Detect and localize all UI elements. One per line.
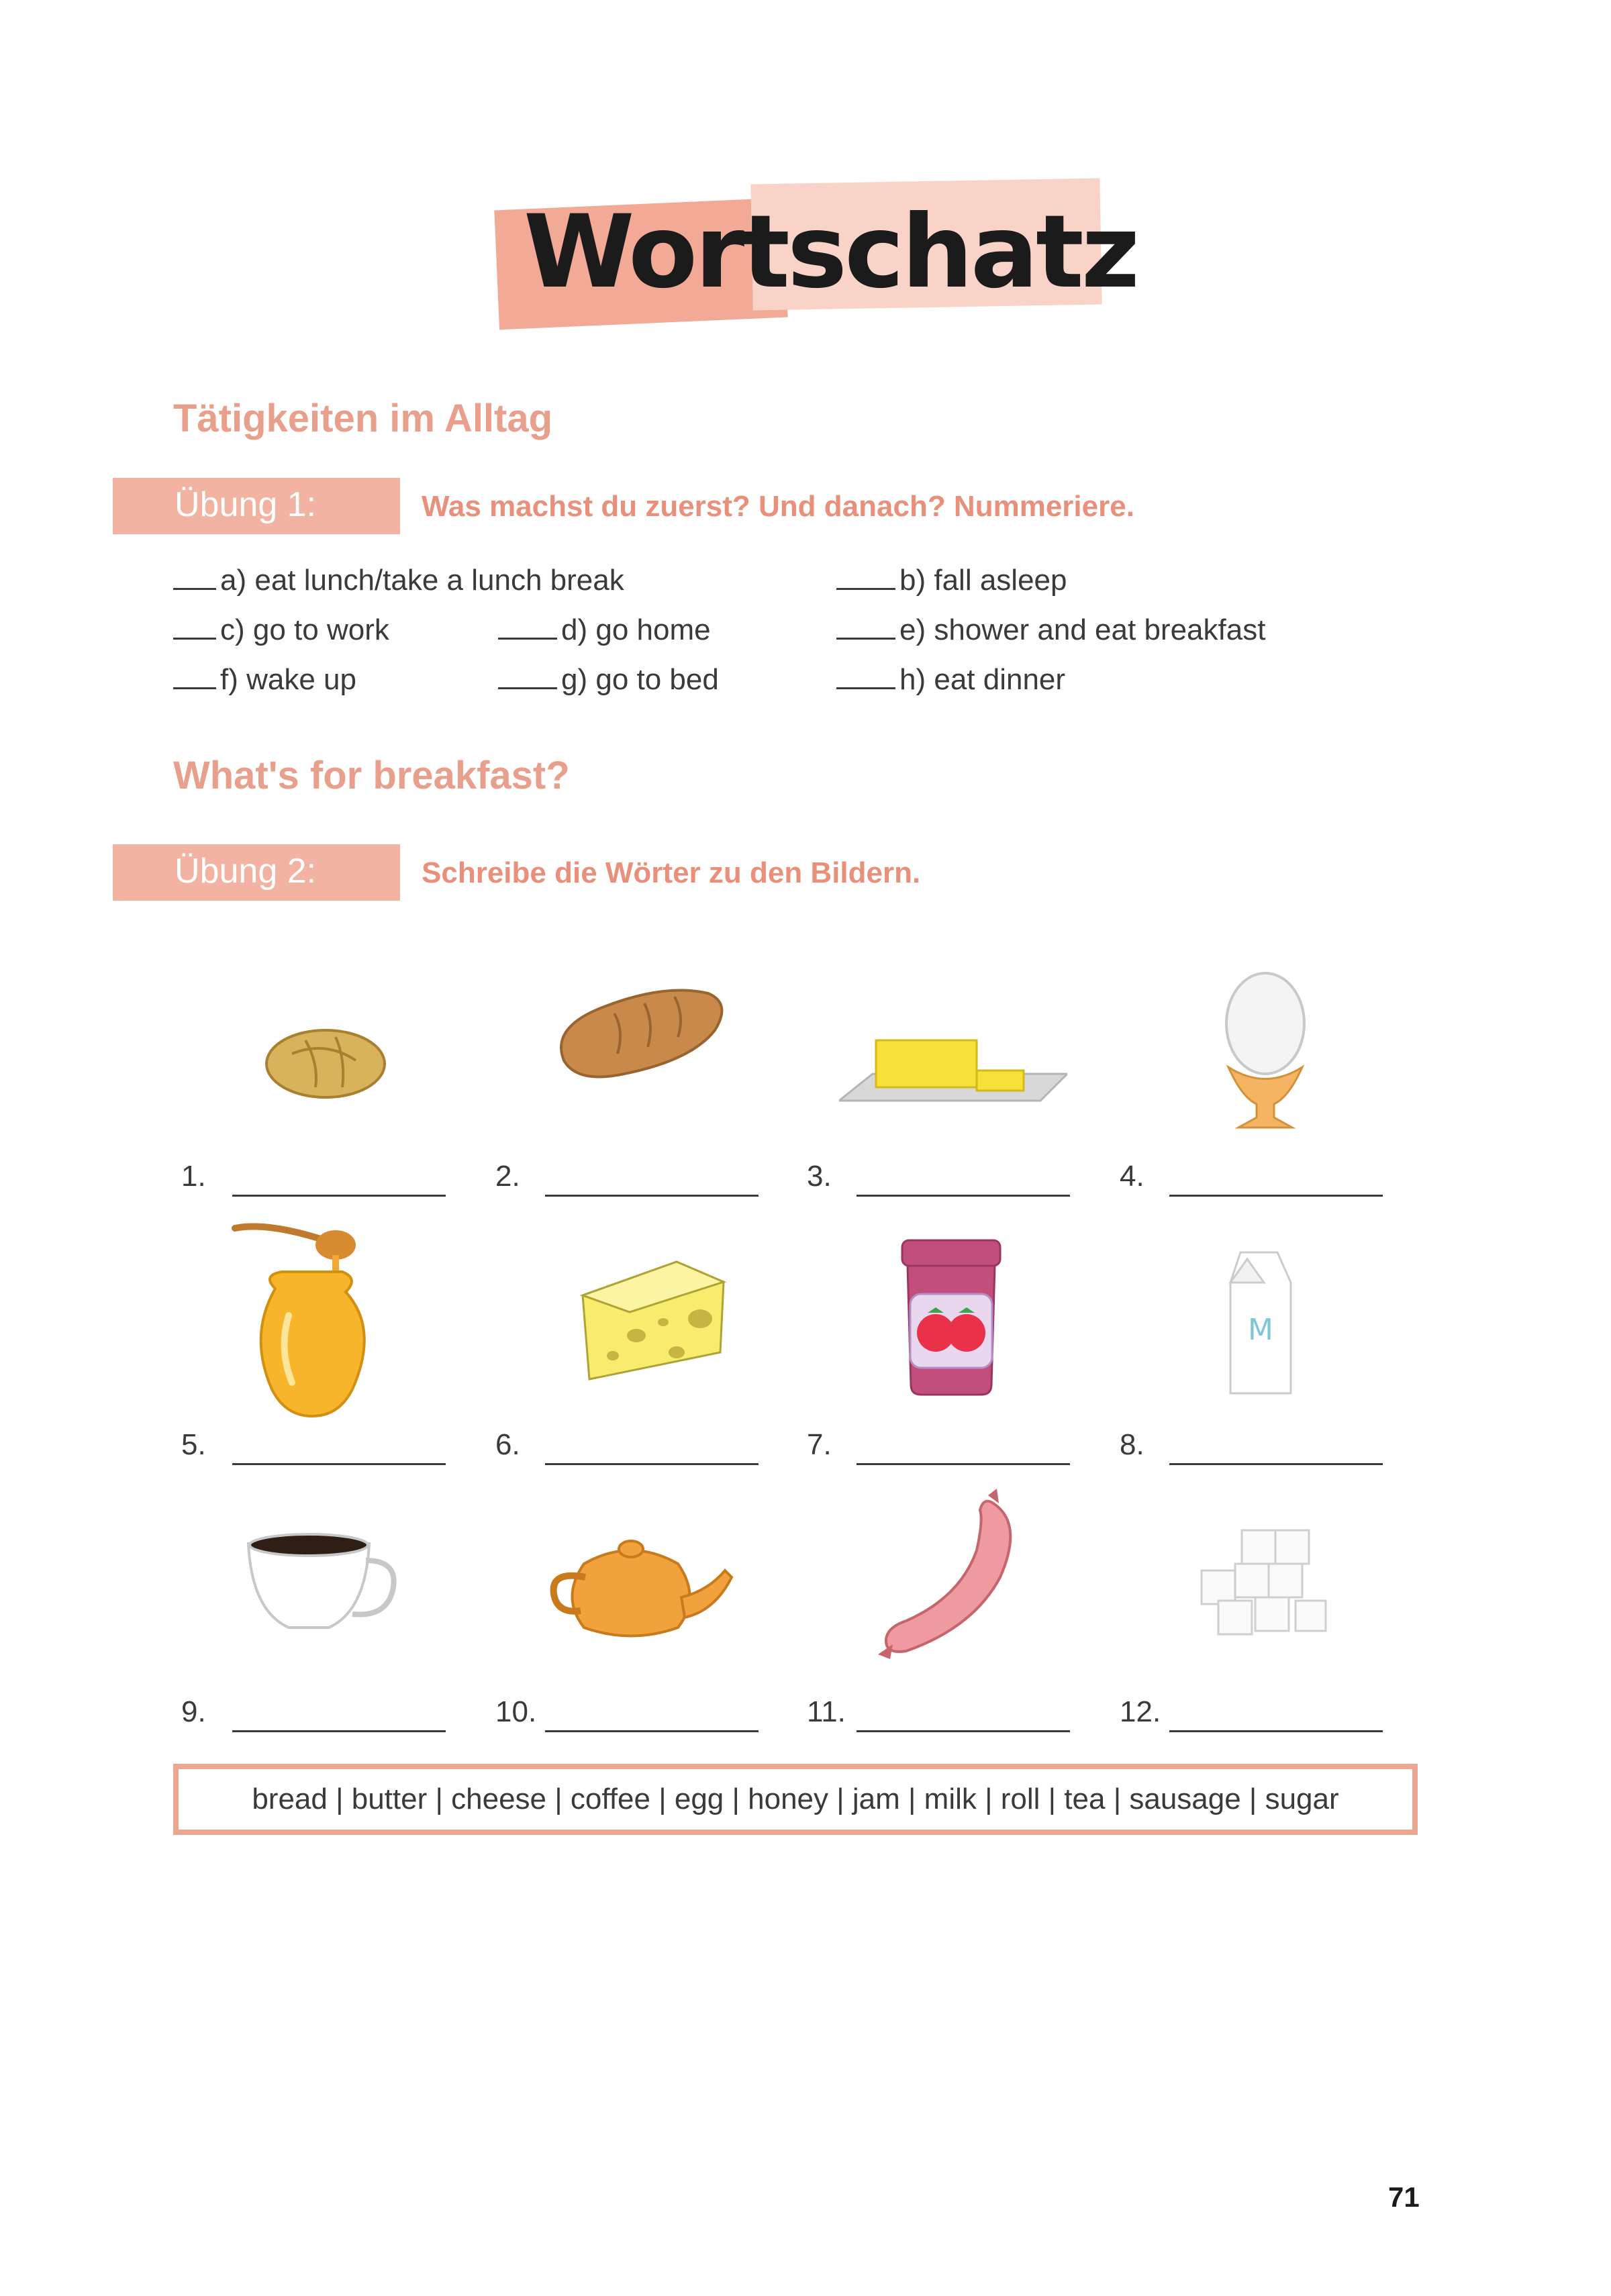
egg-picture bbox=[1215, 966, 1316, 1134]
exercise-1-instruction: Was machst du zuerst? Und danach? Nummeriere. bbox=[422, 490, 1134, 523]
answer-line[interactable] bbox=[545, 1195, 759, 1197]
answer-line[interactable] bbox=[857, 1463, 1070, 1465]
honey-picture bbox=[228, 1215, 383, 1423]
bread-picture bbox=[550, 973, 732, 1087]
page-number: 71 bbox=[1388, 2181, 1420, 2213]
section-heading-breakfast: What's for breakfast? bbox=[173, 754, 570, 797]
answer-line[interactable] bbox=[1169, 1463, 1383, 1465]
title-part-1: Wort bbox=[524, 194, 787, 311]
word-bank-box bbox=[173, 1764, 1418, 1835]
title-part-2: schatz bbox=[787, 194, 1138, 311]
title-text bbox=[524, 192, 1137, 313]
item-number: 8. bbox=[1120, 1428, 1144, 1461]
exercise-2-tab bbox=[113, 844, 400, 901]
item-number: 11. bbox=[807, 1695, 846, 1728]
item-number: 5. bbox=[181, 1428, 206, 1461]
activity-item-a[interactable]: a) eat lunch/take a lunch break bbox=[173, 562, 624, 597]
exercise-2-instruction: Schreibe die Wörter zu den Bildern. bbox=[422, 856, 921, 889]
answer-blank[interactable] bbox=[173, 612, 216, 640]
answer-line[interactable] bbox=[1169, 1195, 1383, 1197]
word-bank-text: bread | butter | cheese | coffee | egg | honey | jam | milk | roll | tea | sausage | sugar bbox=[252, 1783, 1339, 1815]
item-number: 4. bbox=[1120, 1160, 1144, 1193]
activity-item-b[interactable]: b) fall asleep bbox=[836, 562, 1067, 597]
answer-blank[interactable] bbox=[173, 662, 216, 689]
exercise-2-label: Übung 2: bbox=[175, 852, 317, 891]
answer-line[interactable] bbox=[232, 1730, 446, 1732]
answer-blank[interactable] bbox=[498, 612, 557, 640]
answer-line[interactable] bbox=[545, 1463, 759, 1465]
answer-line[interactable] bbox=[857, 1730, 1070, 1732]
coffee-picture bbox=[242, 1524, 403, 1638]
item-number: 2. bbox=[495, 1160, 520, 1193]
cheese-picture bbox=[576, 1255, 730, 1383]
activity-item-d[interactable]: d) go home bbox=[498, 612, 711, 647]
answer-blank[interactable] bbox=[498, 662, 557, 689]
answer-blank[interactable] bbox=[836, 612, 895, 640]
answer-line[interactable] bbox=[1169, 1730, 1383, 1732]
item-number: 7. bbox=[807, 1428, 832, 1461]
answer-blank[interactable] bbox=[173, 562, 216, 590]
sausage-picture bbox=[866, 1483, 1027, 1664]
item-number: 12. bbox=[1120, 1695, 1161, 1728]
answer-line[interactable] bbox=[232, 1195, 446, 1197]
activity-item-e[interactable]: e) shower and eat breakfast bbox=[836, 612, 1265, 647]
activity-item-h[interactable]: h) eat dinner bbox=[836, 662, 1065, 697]
exercise-1-tab bbox=[113, 478, 400, 534]
activity-item-g[interactable]: g) go to bed bbox=[498, 662, 719, 697]
item-number: 10. bbox=[495, 1695, 537, 1728]
activity-item-f[interactable]: f) wake up bbox=[173, 662, 356, 697]
answer-blank[interactable] bbox=[836, 562, 895, 590]
item-number: 1. bbox=[181, 1160, 206, 1193]
milk-picture bbox=[1220, 1246, 1301, 1400]
item-number: 3. bbox=[807, 1160, 832, 1193]
jam-picture bbox=[894, 1234, 1008, 1401]
butter-picture bbox=[839, 1027, 1067, 1107]
sugar-picture bbox=[1188, 1524, 1336, 1644]
section-heading-daily-activities: Tätigkeiten im Alltag bbox=[173, 397, 553, 440]
item-number: 9. bbox=[181, 1695, 206, 1728]
svg-text:M: M bbox=[1248, 1313, 1273, 1347]
roll-picture bbox=[255, 1013, 403, 1107]
page-title bbox=[497, 180, 1138, 328]
exercise-1-label: Übung 1: bbox=[175, 485, 317, 524]
answer-blank[interactable] bbox=[836, 662, 895, 689]
answer-line[interactable] bbox=[545, 1730, 759, 1732]
answer-line[interactable] bbox=[857, 1195, 1070, 1197]
teapot-picture bbox=[544, 1524, 738, 1644]
activity-item-c[interactable]: c) go to work bbox=[173, 612, 389, 647]
answer-line[interactable] bbox=[232, 1463, 446, 1465]
item-number: 6. bbox=[495, 1428, 520, 1461]
